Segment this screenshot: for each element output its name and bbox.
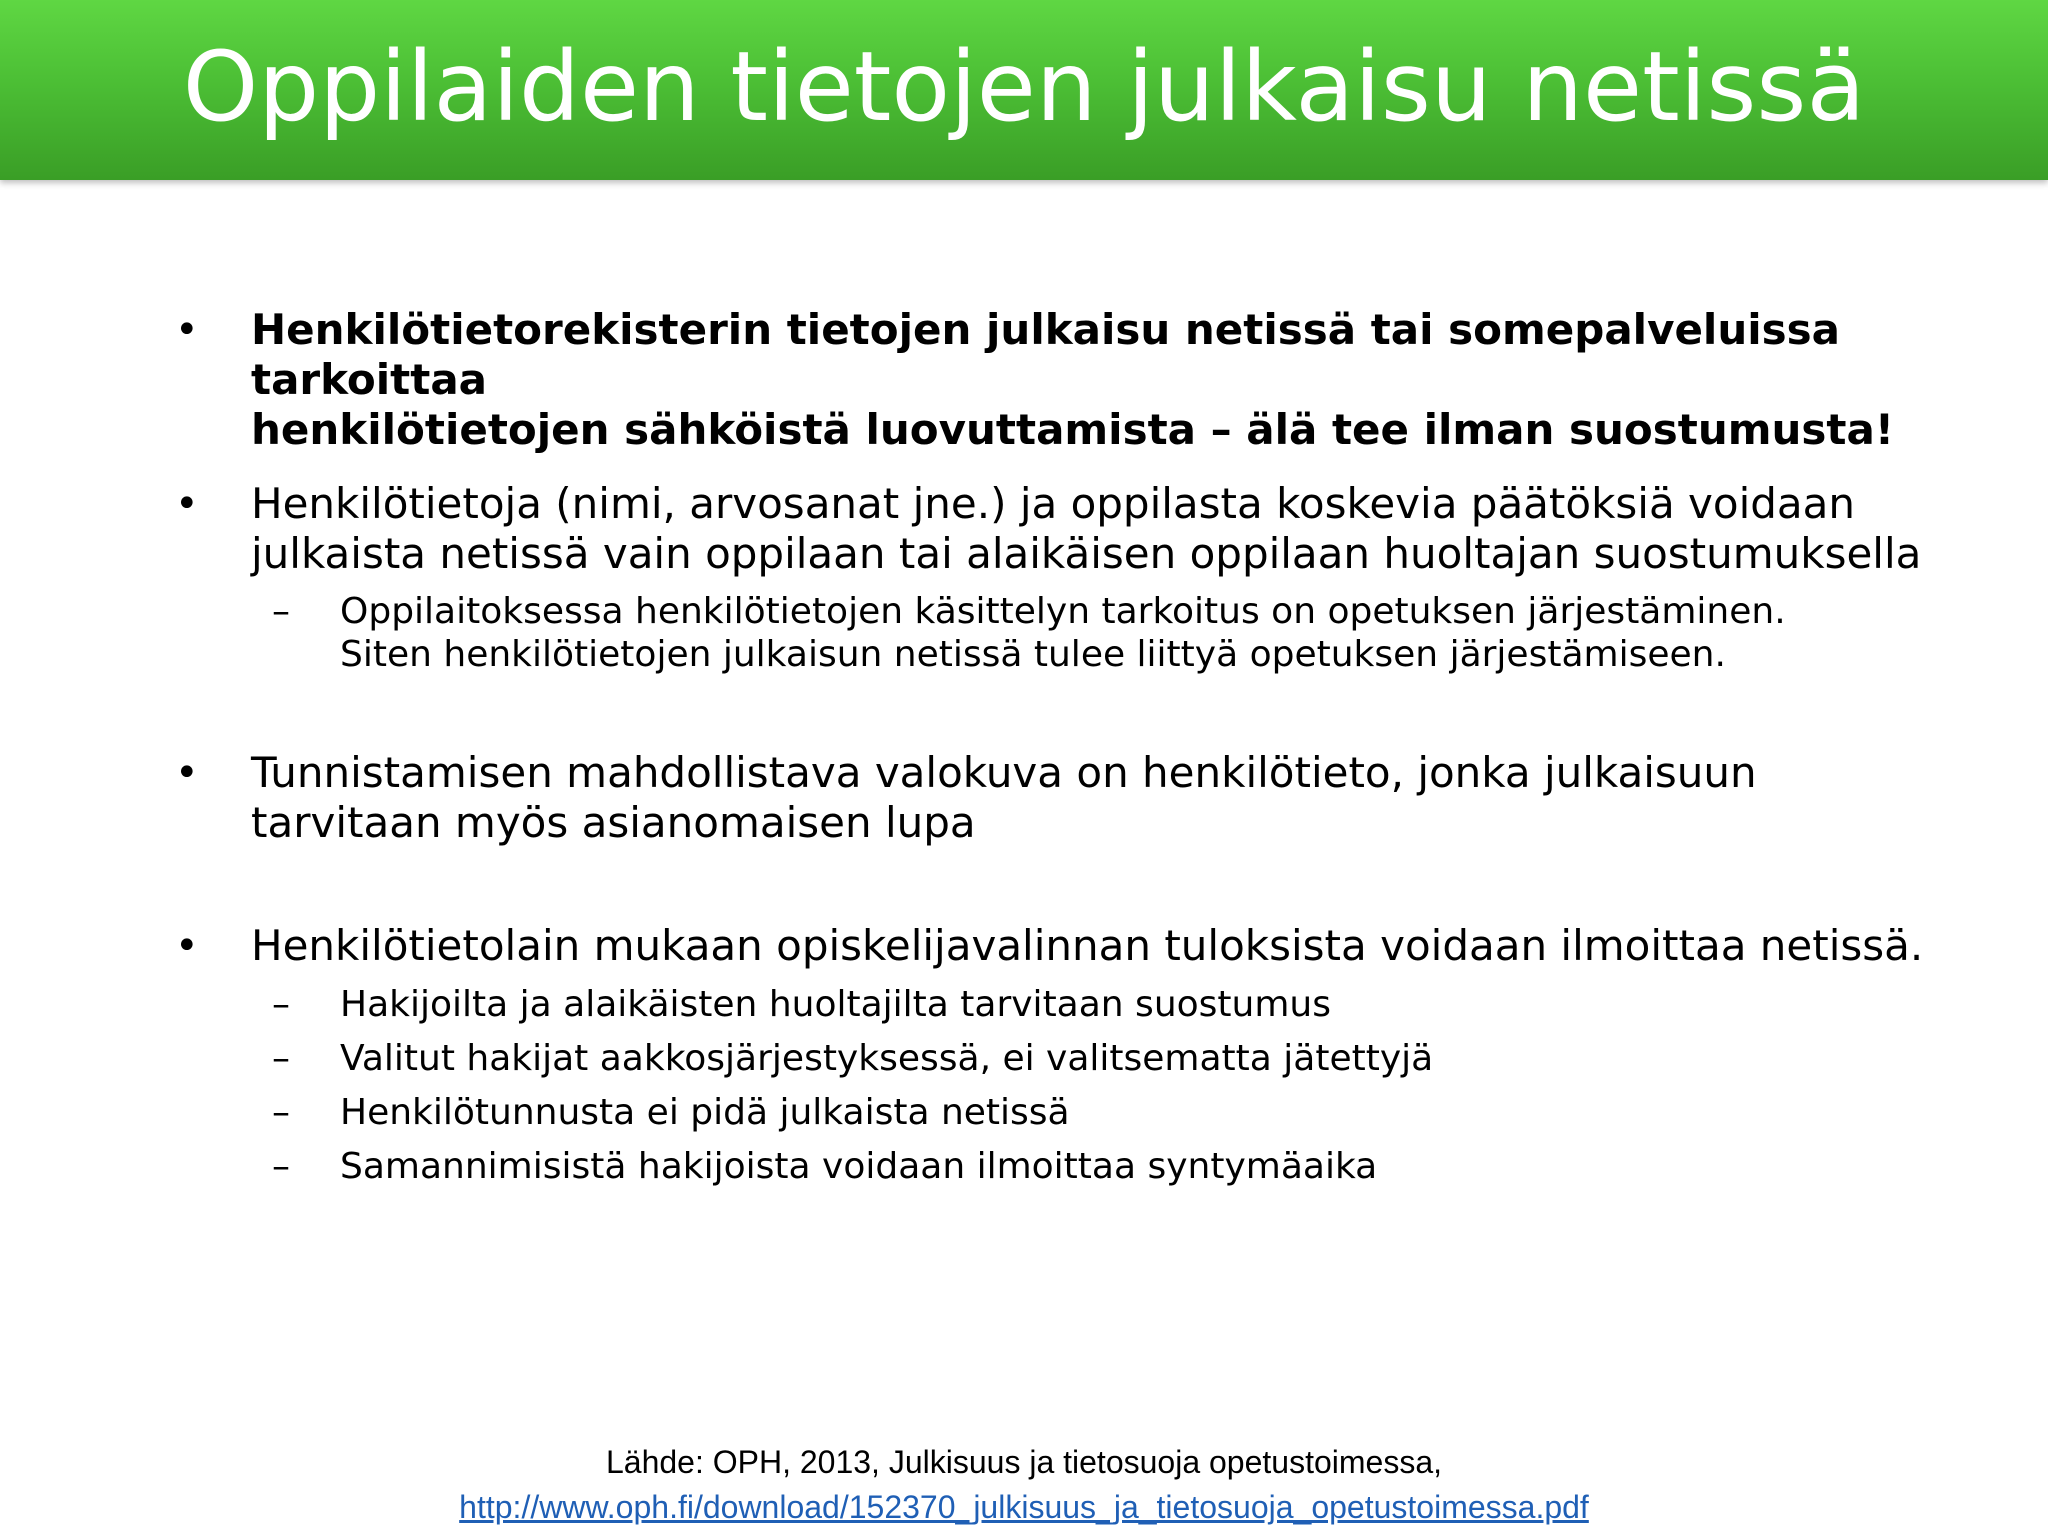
bullet-text [251,921,2048,971]
bullet-line: Henkilötietorekisterin tietojen julkaisu netissä tai somepalveluissa tarkoittaa [251,305,1840,404]
bullet-line: Henkilötietoja (nimi, arvosanat jne.) ja oppilasta koskevia päätöksiä voidaan [251,479,1856,528]
sub-bullet-marker: – [272,1146,290,1187]
sub-bullet-line: Hakijoilta ja alaikäisten huoltajilta tarvitaan suostumus [340,984,1331,1025]
sub-bullet-line: Siten henkilötietojen julkaisun netissä tulee liittyä opetuksen järjestämiseen. [340,634,1726,675]
footer-source: Lähde: OPH, 2013, Julkisuus ja tietosuoja opetustoimessa, [605,1444,1443,1480]
bullet-line: julkaista netissä vain oppilaan tai alaikäisen oppilaan huoltajan suostumuksella [251,529,1922,578]
sub-bullet-line: Oppilaitoksessa henkilötietojen käsittelyn tarkoitus on opetuksen järjestäminen. [340,591,1786,632]
bullet-text [251,748,2048,848]
footer-link-row [0,1487,2048,1527]
bullet-line: henkilötietojen sähköistä luovuttamista – älä tee ilman suostumusta! [251,405,1895,454]
slide-title: Oppilaiden tietojen julkaisu netissä [182,31,1866,143]
sub-bullet-marker: – [272,591,290,632]
bullet-marker: • [175,923,199,969]
sub-bullet-line: Samannimisistä hakijoista voidaan ilmoittaa syntymäaika [340,1146,1378,1187]
sub-bullet-text [340,590,1940,676]
sub-bullet-marker: – [272,1038,290,1079]
bullet-marker: • [175,307,199,353]
bullet-line: tarvitaan myös asianomaisen lupa [251,798,976,847]
bullet-line: Tunnistamisen mahdollistava valokuva on henkilötieto, jonka julkaisuun [251,748,1757,797]
sub-bullet-marker: – [272,1092,290,1133]
sub-bullet-line: Valitut hakijat aakkosjärjestyksessä, ei valitsematta jätettyjä [340,1038,1434,1079]
bullet-marker: • [175,750,199,796]
bullet-text [251,305,2048,455]
sub-bullet-line: Henkilötunnusta ei pidä julkaista netissä [340,1092,1070,1133]
footer-link[interactable]: http://www.oph.fi/download/152370_julkisuus_ja_tietosuoja_opetustoimessa.pdf [459,1489,1589,1525]
bullet-line: Henkilötietolain mukaan opiskelijavalinnan tuloksista voidaan ilmoittaa netissä. [251,921,1924,970]
bullet-text [251,479,2048,579]
bullet-marker: • [175,481,199,527]
sub-bullet-marker: – [272,984,290,1025]
